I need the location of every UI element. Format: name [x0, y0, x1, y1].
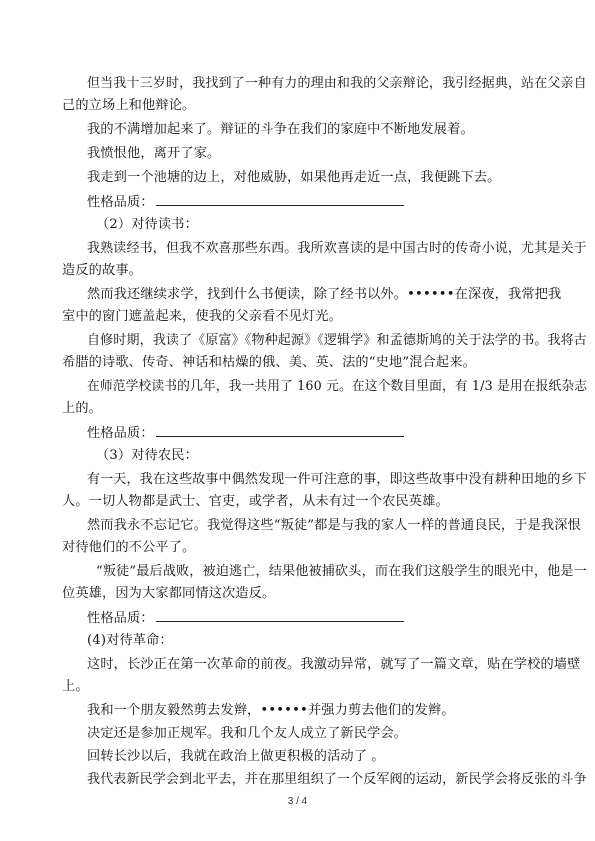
- paragraph-line: 希腊的诗歌、传奇、神话和枯燥的俄、美、英、法的“史地”混合起来。: [62, 355, 476, 370]
- paragraph-line: 室中的窗门遮盖起来，使我的父亲看不见灯光。: [62, 309, 343, 324]
- answer-label: 性格品质：: [87, 426, 154, 441]
- answer-row: [87, 191, 404, 214]
- paragraph-line: 人。一切人物都是武士、官吏，或学者，从未有过一个农民英雄。: [62, 494, 449, 509]
- section-heading: (4)对待革命：: [87, 633, 173, 648]
- answer-row: [87, 422, 404, 445]
- section-heading: （2）对待读书：: [96, 217, 198, 232]
- paragraph-line: 造反的故事。: [62, 263, 143, 278]
- paragraph-line: 这时，长沙正在第一次革命的前夜。我激动异常，就写了一篇文章，贴在学校的墙壁: [87, 657, 581, 672]
- answer-label: 性格品质：: [87, 195, 154, 210]
- answer-blank[interactable]: [156, 191, 404, 206]
- answer-row: [87, 607, 404, 630]
- paragraph-line: 但当我十三岁时，我找到了一种有力的理由和我的父亲辩论，我引经据典，站在父亲自: [87, 76, 587, 91]
- paragraph-line: 回转长沙以后，我就在政治上做更积极的活动了 。: [87, 749, 385, 764]
- answer-blank[interactable]: [156, 422, 404, 437]
- paragraph-line: 在师范学校读书的几年，我一共用了 160 元。在这个数目里面，有 1/3 是用在报纸杂志: [87, 379, 588, 394]
- paragraph-line: 我愤恨他，离开了家。: [87, 146, 221, 161]
- paragraph-line: 决定还是参加正规军。我和几个友人成立了新民学会。: [87, 726, 408, 741]
- paragraph-line: 上。: [62, 679, 89, 694]
- answer-label: 性格品质：: [87, 611, 154, 626]
- paragraph-line: 自修时期，我读了《原富》《物种起源》《逻辑学》和孟德斯鸠的关于法学的书。我将古: [87, 333, 587, 348]
- paragraph-line: 位英雄，因为大家都同情这次造反。: [62, 586, 276, 601]
- answer-blank[interactable]: [156, 607, 404, 622]
- page-number: 3 / 4: [287, 796, 308, 807]
- paragraph-line: 我和一个朋友毅然剪去发辫，••••••并强力剪去他们的发辫。: [87, 703, 455, 718]
- paragraph-line: 己的立场上和他辩论。: [62, 98, 196, 113]
- paragraph-line: 然而我永不忘记它。我觉得这些“叛徒”都是与我的家人一样的普通良民，于是我深恨: [87, 518, 581, 533]
- paragraph-line: 有一天，我在这些故事中偶然发现一件可注意的事，即这些故事中没有耕种田地的乡下: [87, 472, 587, 487]
- paragraph-line: 我代表新民学会到北平去，并在那里组织了一个反军阀的运动，新民学会将反张的斗争: [87, 772, 587, 787]
- paragraph-line: 我走到一个池塘的边上，对他威胁，如果他再走近一点，我便跳下去。: [87, 170, 501, 185]
- section-heading: （3）对待农民：: [96, 448, 198, 463]
- paragraph-line: 对待他们的不公平了。: [62, 540, 196, 555]
- paragraph-line: “叛徒”最后战败，被迫逃亡，结果他被捕砍头，而在我们这般学生的眼光中，他是一: [96, 564, 587, 579]
- paragraph-line: 我的不满增加起来了。辩证的斗争在我们的家庭中不断地发展着。: [87, 122, 474, 137]
- paragraph-line: 上的。: [62, 401, 103, 416]
- paragraph-line: 我熟读经书，但我不欢喜那些东西。我所欢喜读的是中国古时的传奇小说，尤其是关于: [87, 241, 587, 256]
- paragraph-line: 然而我还继续求学，找到什么书便读，除了经书以外。••••••在深夜，我常把我: [87, 287, 562, 302]
